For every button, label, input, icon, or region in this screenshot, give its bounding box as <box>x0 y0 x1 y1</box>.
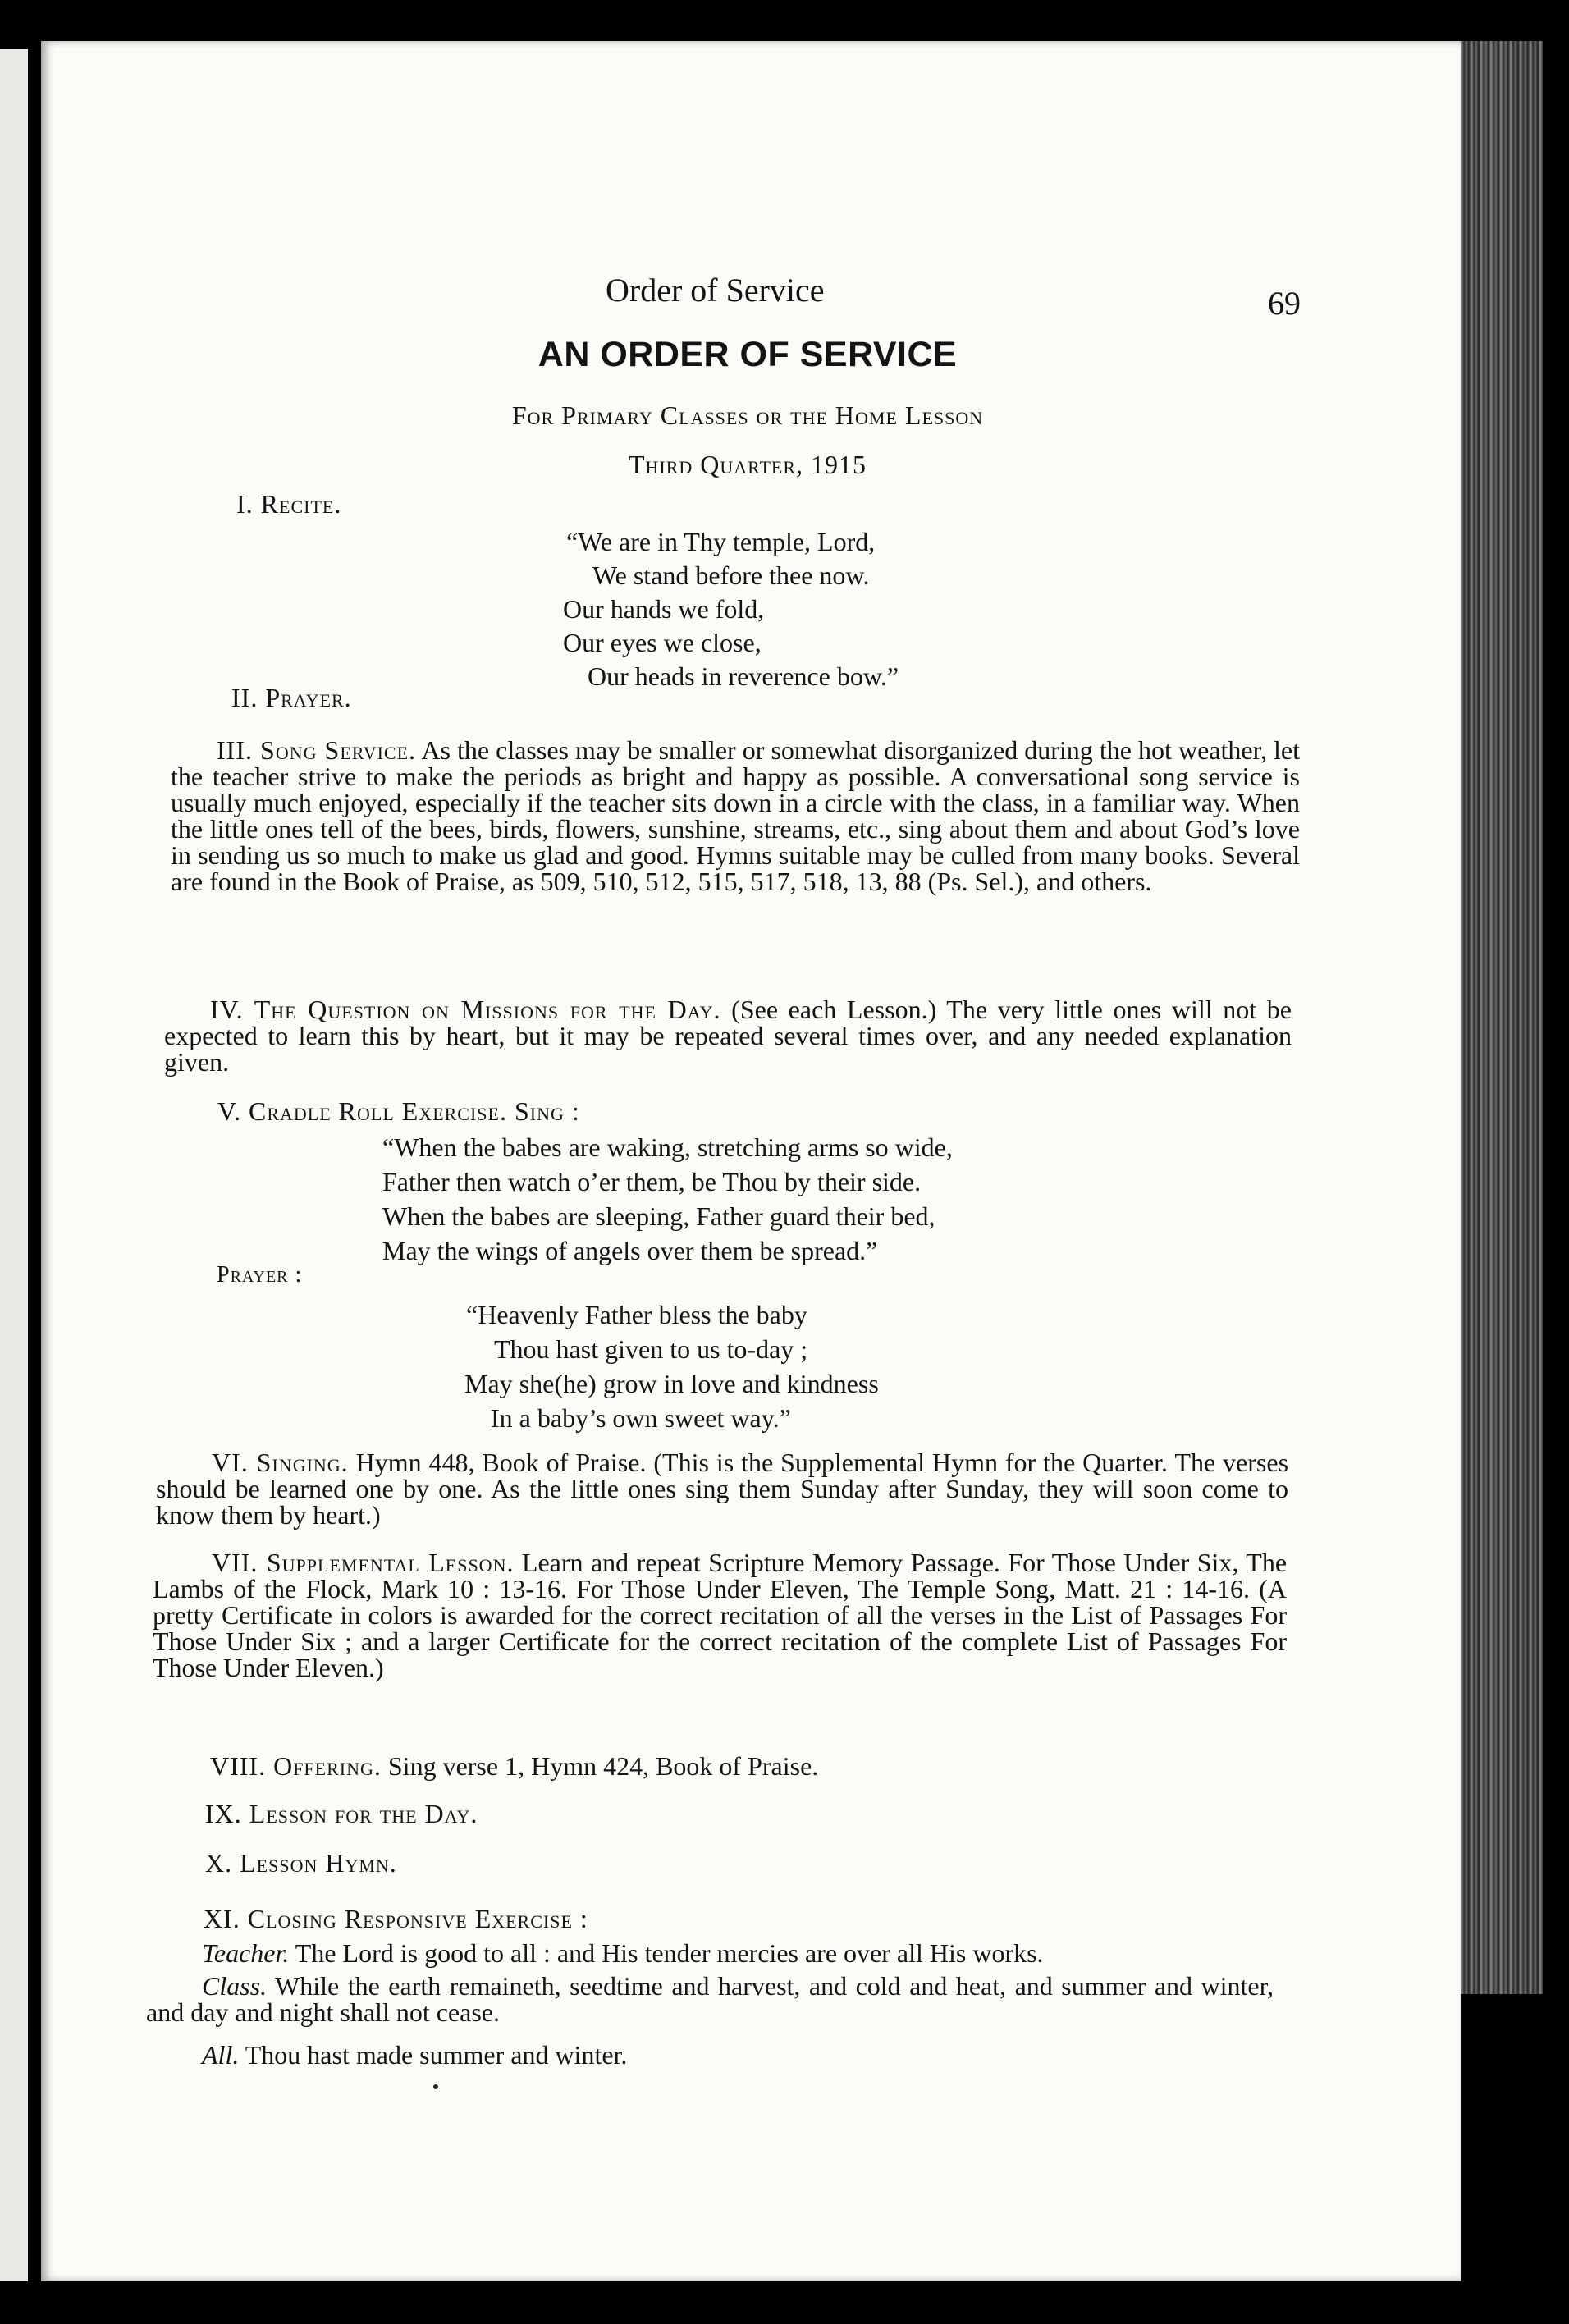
section-heading-lesson-for-day: IX. Lesson for the Day. <box>205 1799 478 1828</box>
verse-line: “Heavenly Father bless the baby <box>466 1300 807 1329</box>
paragraph-lead: VII. Supplemental Lesson. <box>212 1548 515 1577</box>
responsive-line-class <box>146 1973 1274 2025</box>
speaker-label: Teacher. <box>202 1938 290 1968</box>
responsive-text: Thou hast made summer and winter. <box>245 2040 628 2070</box>
section-heading-closing: XI. Closing Responsive Exercise : <box>204 1904 588 1933</box>
paragraph-text: Sing verse 1, Hymn 424, Book of Praise. <box>387 1751 819 1781</box>
responsive-line-all <box>202 2040 627 2070</box>
page-subtitle: For Primary Classes or the Home Lesson <box>511 400 984 430</box>
paragraph-text: Learn and repeat Scripture Memory Passage. For Those Under Six, The Lambs of the Flock, Mark 10 : 13-16. For Those Under Eleven, The Temple Song, Matt. 21 : 14-16. (A pretty Certificate in colors is awarded for the correct recitation of all the verses in the List of Passages For Those Under Six ; and a larger Certificate for the correct recitation of the complete List of Passages For Those Under Eleven.) <box>153 1548 1288 1682</box>
verse-line: Our hands we fold, <box>563 594 765 624</box>
verse-line: Father then watch o’er them, be Thou by their side. <box>382 1167 922 1196</box>
paragraph-lead: VI. Singing. <box>212 1448 349 1477</box>
paragraph-song-service <box>171 737 1300 894</box>
page-title: AN ORDER OF SERVICE <box>537 335 958 374</box>
facing-page-sliver <box>0 49 28 2281</box>
speaker-label: Class. <box>202 1971 268 2001</box>
verse-line: “We are in Thy temple, Lord, <box>566 527 876 556</box>
paragraph-text: Hymn 448, Book of Praise. (This is the Supplemental Hymn for the Quarter. The verses should be learned one by one. As the little ones sing them Sunday after Sunday, they will soon come to know them by heart.) <box>156 1448 1289 1530</box>
prayer-label: Prayer : <box>217 1262 303 1288</box>
verse-line: Our eyes we close, <box>563 628 762 657</box>
paragraph-text: (See each Lesson.) The very little ones will not be expected to learn this by heart, but it may be repeated several times over, and any needed explanation given. <box>164 995 1292 1077</box>
verse-line: When the babes are sleeping, Father guard their bed, <box>382 1201 935 1231</box>
verse-line: We stand before thee now. <box>592 560 870 590</box>
paragraph-singing <box>156 1449 1288 1528</box>
paragraph-text: As the classes may be smaller or somewhat disorganized during the hot weather, let the teacher strive to make the periods as bright and happy as possible. A conversational song service is usually much enjoyed, especially if the teacher sits down in a circle with the class, in a familiar way. When the little ones tell of the bees, birds, flowers, sunshine, streams, etc., sing about them and about God’s love in sending us so much to make us glad and good. Hymns suitable may be culled from many books. Several are found in the Book of Praise, as 509, 510, 512, 515, 517, 518, 13, 88 (Ps. Sel.), and others. <box>171 735 1301 896</box>
verse-line: Our heads in reverence bow.” <box>588 661 899 691</box>
section-heading-recite: I. Recite. <box>236 489 342 519</box>
quarter-label: Third Quarter, 1915 <box>628 450 867 479</box>
verse-line: Thou hast given to us to-day ; <box>494 1334 808 1364</box>
paragraph-lead: III. Song Service. <box>217 735 417 765</box>
paragraph-lead: VIII. Offering. <box>210 1751 382 1781</box>
responsive-line-teacher <box>202 1938 1044 1969</box>
responsive-text: While the earth remaineth, seedtime and harvest, and cold and heat, and summer and winter, and day and night shall not cease. <box>146 1971 1274 2027</box>
printing-mark <box>433 2084 438 2089</box>
paragraph-missions <box>164 996 1292 1075</box>
responsive-text: The Lord is good to all : and His tender mercies are over all His works. <box>295 1938 1044 1968</box>
section-heading-cradle-roll: V. Cradle Roll Exercise. Sing : <box>217 1096 580 1126</box>
verse-line: May the wings of angels over them be spread.” <box>382 1236 878 1265</box>
verse-line: In a baby’s own sweet way.” <box>491 1403 791 1433</box>
page-number: 69 <box>1268 285 1301 322</box>
section-heading-prayer: II. Prayer. <box>231 683 352 712</box>
speaker-label: All. <box>202 2040 240 2070</box>
section-heading-lesson-hymn: X. Lesson Hymn. <box>205 1848 397 1878</box>
paragraph-supplemental-lesson <box>153 1549 1287 1681</box>
paragraph-offering <box>210 1751 818 1782</box>
verse-line: “When the babes are waking, stretching arms so wide, <box>382 1132 953 1162</box>
paragraph-lead: IV. The Question on Missions for the Day. <box>210 995 721 1024</box>
running-head: Order of Service <box>606 272 825 309</box>
verse-line: May she(he) grow in love and kindness <box>464 1369 879 1398</box>
